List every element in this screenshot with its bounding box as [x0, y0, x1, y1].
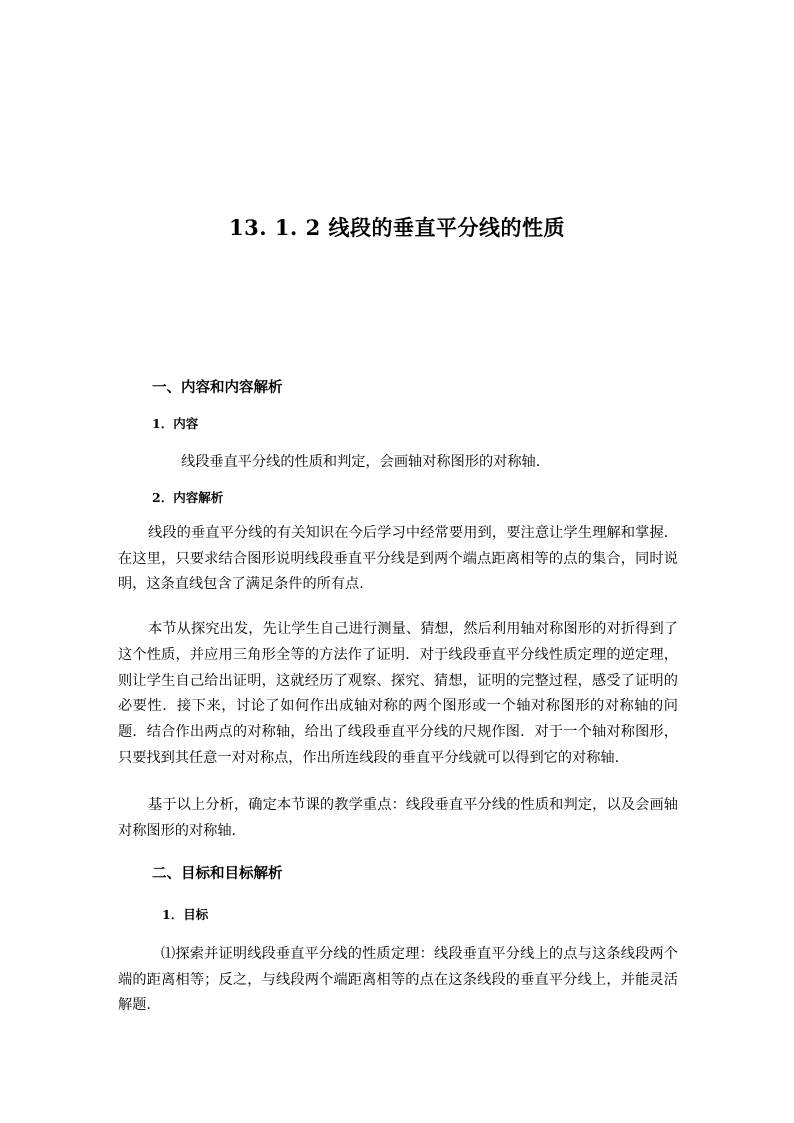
subheading-goals: 1．目标 — [162, 907, 209, 922]
paragraph-analysis-2: 本节从探究出发，先让学生自己进行测量、猜想，然后利用轴对称图形的对折得到了这个性质，并应用三角形全等的方法作了证明．对于线段垂直平分线性质定理的逆定理，则让学生自己给出证明，这就经历了观察、探究、猜想，证明的完整过程，感受了证明的必要性．接下来，讨论了如何作出成轴对称的两个图形或一个轴对称图形的对称轴的问题．结合作出两点的对称轴，给出了线段垂直平分线的尺规作图．对于一个轴对称图形，只要找到其任意一对对称点，作出所连线段的垂直平分线就可以得到它的对称轴. — [118, 621, 678, 766]
paragraph-goal-1: ⑴探索并证明线段垂直平分线的性质定理：线段垂直平分线上的点与这条线段两个端的距离相等；反之，与线段两个端距离相等的点在这条线段的垂直平分线上，并能灵活解题. — [118, 946, 678, 1013]
paragraph-analysis-1: 线段的垂直平分线的有关知识在今后学习中经常要用到，要注意让学生理解和掌握．在这里，只要求结合图形说明线段垂直平分线是到两个端点距离相等的点的集合，同时说明，这条直线包含了满足条件的所有点. — [118, 525, 678, 592]
subheading-content-analysis: 2．内容解析 — [152, 490, 224, 505]
subheading-content: 1．内容 — [152, 416, 199, 431]
section-heading-goals: 二、目标和目标解析 — [152, 865, 283, 882]
page-title: 13. 1. 2 线段的垂直平分线的性质 — [228, 215, 565, 240]
paragraph-analysis-3: 基于以上分析，确定本节课的教学重点：线段垂直平分线的性质和判定，以及会画轴对称图形的对称轴. — [118, 797, 678, 839]
section-heading-content: 一、内容和内容解析 — [152, 379, 283, 396]
content-text: 线段垂直平分线的性质和判定，会画轴对称图形的对称轴. — [181, 454, 541, 470]
